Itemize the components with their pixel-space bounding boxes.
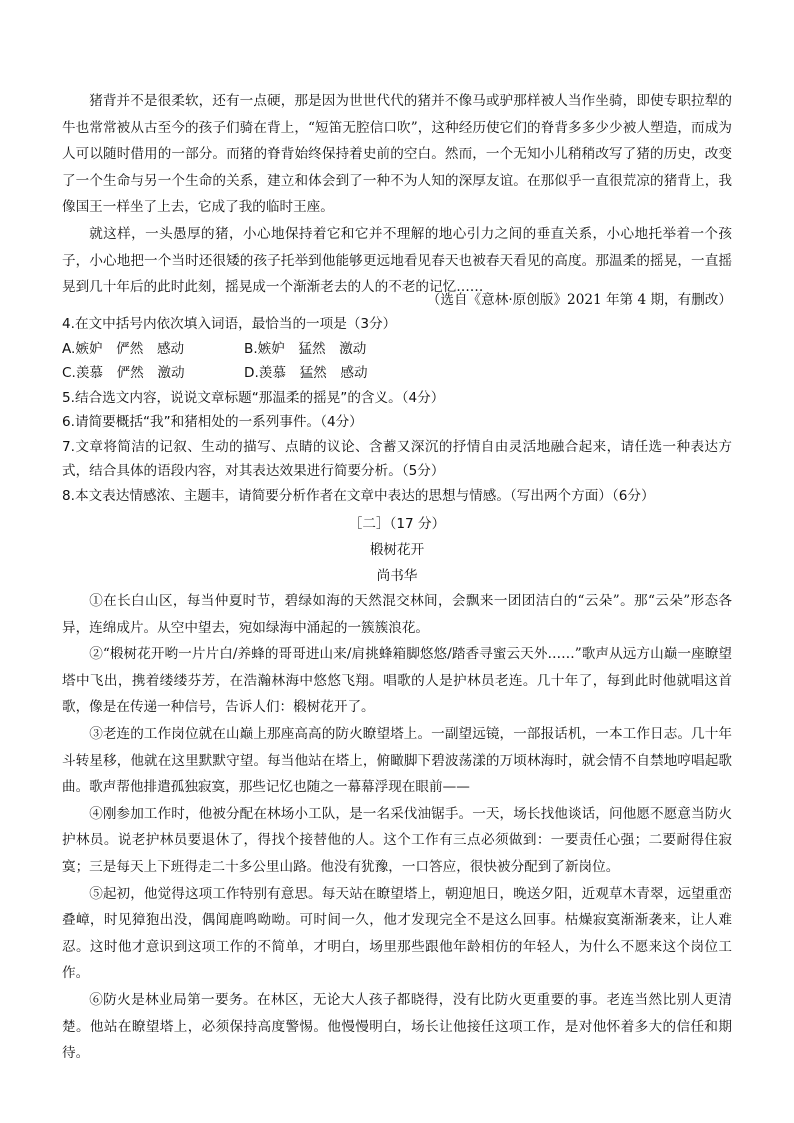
passage2-paragraph: ③老连的工作岗位就在山巅上那座高高的防火瞭望塔上。一副望远镜，一部报话机，一本工作日志。几十年斗转星移，他就在这里默默守望。每当他站在塔上，俯瞰脚下碧波荡漾的万顷林海时，就会情不自禁地哼唱起歌曲。歌声帮他排遣孤独寂寞，那些记忆也随之一幕幕浮现在眼前—— bbox=[62, 725, 732, 796]
passage2-author: 尚书华 bbox=[376, 568, 418, 584]
passage2-paragraph: ④刚参加工作时，他被分配在林场小工队，是一名采伐油锯手。一天，场长找他谈话，问他愿不愿意当防火护林员。说老护林员要退休了，得找个接替他的人。这个工作有三点必须做到：一要责任心强；二要耐得住寂寞；三是每天上下班得走二十多公里山路。他没有犹豫，一口答应，很快被分配到了新岗位。 bbox=[62, 805, 732, 875]
question-4-option-a: A.嫉妒 俨然 感动 bbox=[62, 340, 185, 357]
question-5: 5.结合选文内容，说说文章标题“那温柔的摇晃”的含义。（4分） bbox=[62, 389, 445, 406]
question-8: 8.本文表达情感浓、主题丰，请简要分析作者在文章中表达的思想与情感。（写出两个方面）（6分） bbox=[62, 487, 655, 504]
question-4-options-row-2 bbox=[62, 361, 732, 386]
passage2-paragraph: ⑤起初，他觉得这项工作特别有意思。每天站在瞭望塔上，朝迎旭日，晚送夕阳，近观草木青翠，远望重峦叠嶂，时见獐狍出没，偶闻鹿鸣呦呦。可时间一久，他才发现完全不是这么回事。枯燥寂寞渐渐袭来，让人难忍。这时他才意识到这项工作的不简单，才明白，场里那些跟他年龄相仿的年轻人，为什么不愿来这个岗位工作。 bbox=[62, 885, 732, 982]
passage1-source: （选自《意林·原创版》2021 年第 4 期，有删改） bbox=[426, 292, 732, 308]
question-4-options-row-1 bbox=[62, 337, 732, 362]
passage1-paragraph: 猪背并不是很柔软，还有一点硬，那是因为世世代代的猪并不像马或驴那样被人当作坐骑，即使专职拉犁的牛也常常被从古至今的孩子们骑在背上，“短笛无腔信口吹”，这种经历使它们的脊背多多少少被人塑造，而成为人可以随时借用的一部分。而猪的脊背始终保持着史前的空白。然而，一个无知小儿稍稍改写了猪的历史，改变了一个生命与另一个生命的关系，建立和体会到了一种不为人知的深厚友谊。在那似乎一直很荒凉的猪背上，我像国王一样坐了上去，它成了我的临时王座。 bbox=[62, 93, 732, 216]
passage2-paragraph: ②“椴树花开哟一片片白/养蜂的哥哥进山来/肩挑蜂箱脚悠悠/踏香寻蜜云天外……”歌声从远方山巅一座瞭望塔中飞出，携着缕缕芬芳，在浩瀚林海中悠悠飞翔。唱歌的人是护林员老连。几十年了，每到此时他就唱这首歌，像是在传递一种信号，告诉人们：椴树花开了。 bbox=[62, 646, 732, 716]
passage2-title: 椴树花开 bbox=[369, 542, 425, 558]
question-6: 6.请简要概括“我”和猪相处的一系列事件。（4分） bbox=[62, 414, 363, 430]
questions-block bbox=[62, 312, 732, 508]
passage2-body bbox=[62, 588, 732, 1067]
question-7: 7.文章将简洁的记叙、生动的描写、点睛的议论、含蓄又深沉的抒情自由灵活地融合起来，请任选一种表达方式，结合具体的语段内容，对其表达效果进行简要分析。（5分） bbox=[62, 438, 732, 479]
question-4-option-d: D.羡慕 猛然 感动 bbox=[244, 365, 368, 381]
passage1-body bbox=[62, 88, 732, 301]
question-4-option-c: C.羡慕 俨然 激动 bbox=[62, 365, 185, 381]
passage2-paragraph: ⑥防火是林业局第一要务。在林区，无论大人孩子都晓得，没有比防火更重要的事。老连当然比别人更清楚。他站在瞭望塔上，必须保持高度警惕。他慢慢明白，场长让他接任这项工作，是对他怀着多大的信任和期待。 bbox=[62, 991, 732, 1062]
section-heading: ［二］（17 分） bbox=[348, 516, 446, 532]
question-4: 4.在文中括号内依次填入词语，最恰当的一项是（3分） bbox=[62, 316, 397, 332]
passage2-paragraph: ①在长白山区，每当仲夏时节，碧绿如海的天然混交林间，会飘来一团团洁白的“云朵”。那“云朵”形态各异，连绵成片。从空中望去，宛如绿海中涌起的一簇簇浪花。 bbox=[62, 593, 732, 636]
passage1-paragraph: 就这样，一头愚厚的猪，小心地保持着它和它并不理解的地心引力之间的垂直关系，小心地托举着一个孩子，小心地把一个当时还很矮的孩子托举到他能够更远地看见春天也被春天看见的高度。那温柔的摇晃，一直摇晃到几十年后的此时此刻，摇晃成一个渐渐老去的人的不老的记忆…… bbox=[62, 225, 732, 296]
question-4-option-b: B.嫉妒 猛然 激动 bbox=[244, 340, 367, 357]
